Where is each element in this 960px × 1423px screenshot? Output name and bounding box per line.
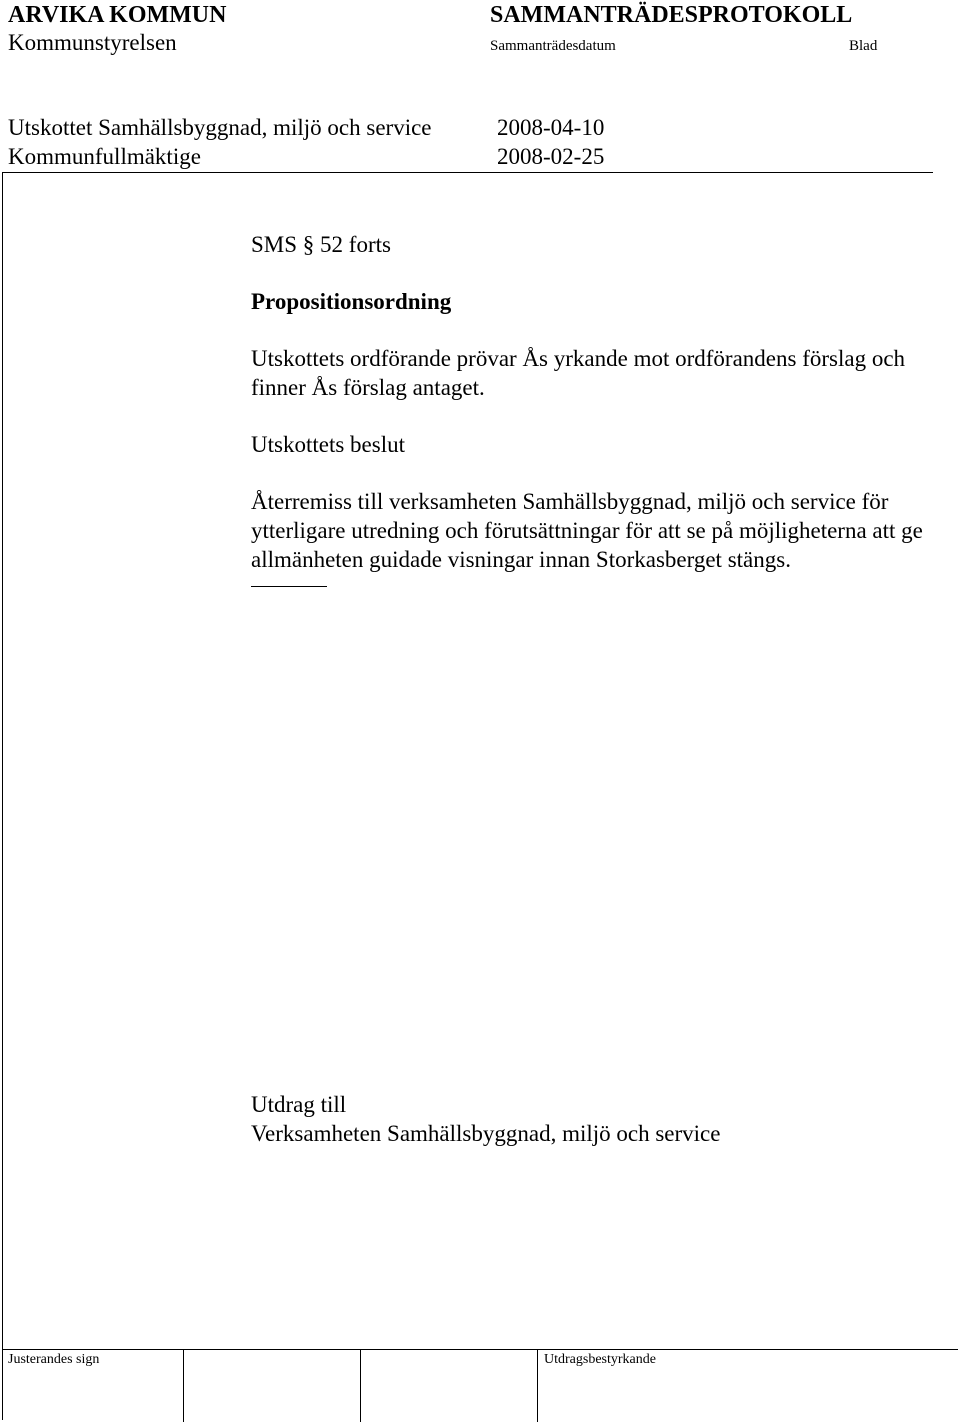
document-type: SAMMANTRÄDESPROTOKOLL <box>490 2 853 28</box>
footer-signature-table <box>2 1349 958 1422</box>
extract-recipients <box>251 1090 720 1148</box>
meeting-date: 2008-04-10 <box>497 115 605 140</box>
signature-cell <box>183 1350 184 1422</box>
proposition-text: Utskottets ordförande prövar Ås yrkande mot ordförandens förslag och finner Ås förslag antaget. <box>251 346 906 400</box>
signature-label: Justerandes sign <box>8 1352 100 1367</box>
signature-cell <box>360 1350 361 1422</box>
extract-recipient: Verksamheten Samhällsbyggnad, miljö och service <box>251 1121 721 1146</box>
meeting-date-label: Sammanträdesdatum <box>490 38 616 54</box>
section-end-rule <box>251 586 327 587</box>
meeting-body: Kommunfullmäktige <box>8 144 201 169</box>
extract-certification-label: Utdragsbestyrkande <box>544 1352 656 1367</box>
decision-text: Återremiss till verksamheten Samhällsbyggnad, miljö och service för ytterligare utredning och förutsättningar för att se på möjligheterna att ge allmänheten guidade visningar innan Storkasberget stängs. <box>251 489 923 572</box>
heading-proposition-order: Propositionsordning <box>251 289 452 314</box>
page-margin-line <box>2 172 3 1420</box>
section-number: SMS § 52 forts <box>251 232 391 257</box>
meeting-body: Utskottet Samhällsbyggnad, miljö och service <box>8 115 432 140</box>
page-label: Blad <box>849 38 878 54</box>
certification-cell <box>537 1350 538 1422</box>
header-divider <box>2 172 933 173</box>
heading-decision: Utskottets beslut <box>251 432 405 457</box>
organization-name: ARVIKA KOMMUN <box>8 2 227 28</box>
minutes-content <box>251 230 931 587</box>
organization-unit: Kommunstyrelsen <box>8 30 177 55</box>
extract-label: Utdrag till <box>251 1092 347 1117</box>
meeting-date: 2008-02-25 <box>497 144 605 169</box>
